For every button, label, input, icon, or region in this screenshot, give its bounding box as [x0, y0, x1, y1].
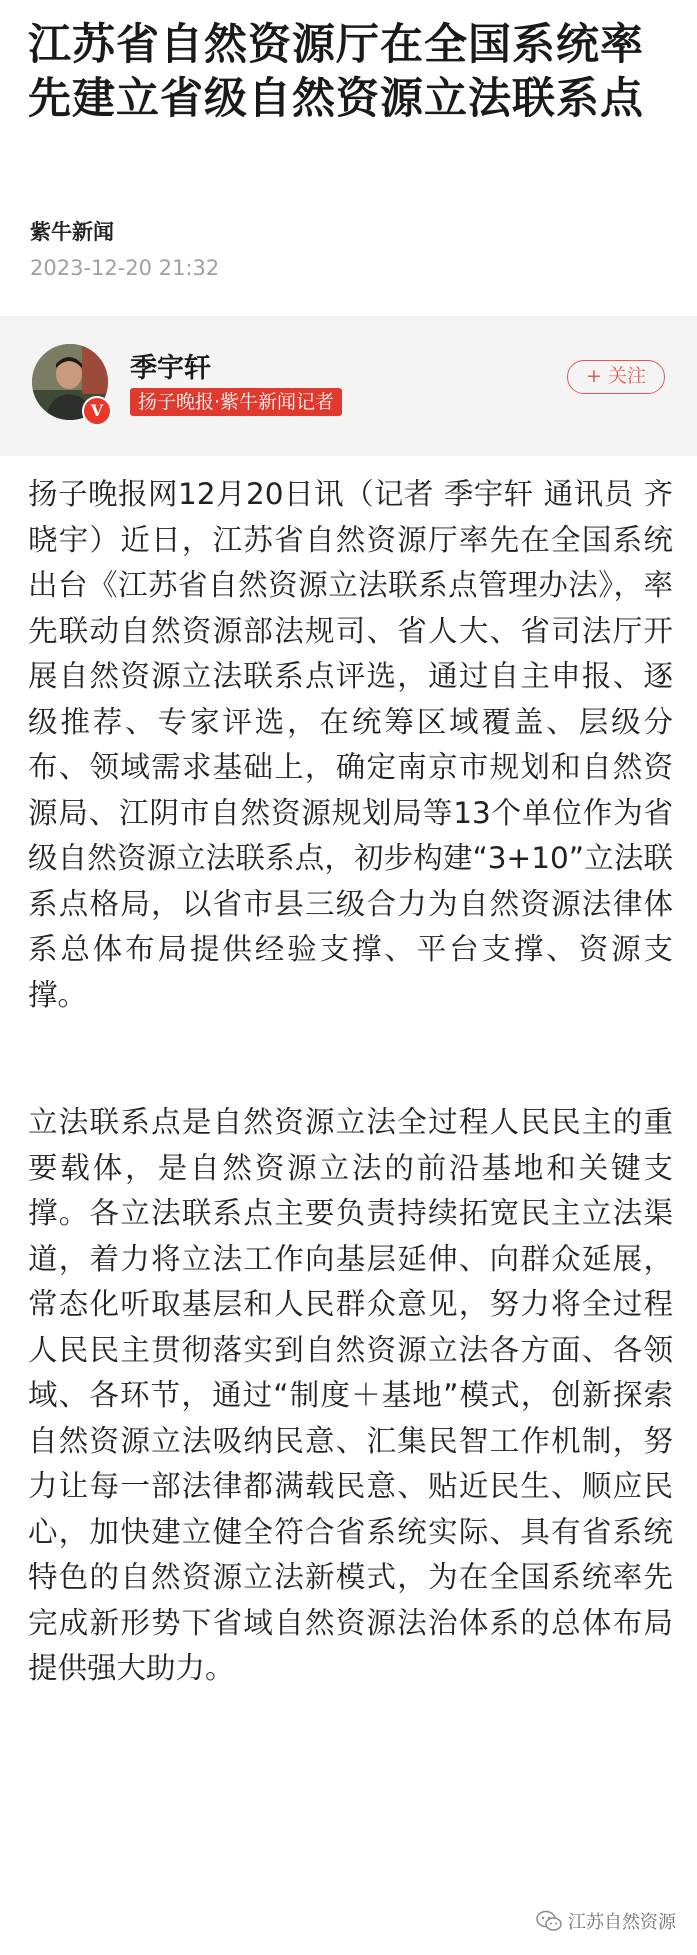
author-tag: 扬子晚报·紫牛新闻记者: [130, 388, 342, 416]
follow-button[interactable]: + 关注: [567, 360, 665, 394]
watermark-text: 江苏自然资源: [568, 1912, 676, 1933]
news-source[interactable]: 紫牛新闻: [30, 220, 114, 244]
publish-datetime: 2023-12-20 21:32: [30, 256, 220, 280]
wechat-icon: [536, 1910, 562, 1932]
article-body: [28, 472, 673, 1692]
author-card: [0, 316, 697, 456]
verified-badge-icon: V: [82, 396, 112, 426]
account-watermark: [536, 1908, 676, 1934]
article-title: 江苏省自然资源厅在全国系统率先建立省级自然资源立法联系点: [28, 20, 644, 124]
article-paragraph: 立法联系点是自然资源立法全过程人民民主的重要载体，是自然资源立法的前沿基地和关键支撑。各立法联系点主要负责持续拓宽民主立法渠道，着力将立法工作向基层延伸、向群众延展，常态化听取基层和人民群众意见，努力将全过程人民民主贯彻落实到自然资源立法各方面、各领域、各环节，通过“制度＋基地”模式，创新探索自然资源立法吸纳民意、汇集民智工作机制，努力让每一部法律都满载民意、贴近民生、顺应民心，加快建立健全符合省系统实际、具有省系统特色的自然资源立法新模式，为在全国系统率先完成新形势下省域自然资源法治体系的总体布局提供强大助力。: [28, 1105, 673, 1685]
author-name[interactable]: 季宇轩: [130, 353, 211, 384]
article-paragraph: 扬子晚报网12月20日讯（记者 季宇轩 通讯员 齐晓宇）近日，江苏省自然资源厅率先在全国系统出台《江苏省自然资源立法联系点管理办法》，率先联动自然资源部法规司、省人大、省司法厅开展自然资源立法联系点评选，通过自主申报、逐级推荐、专家评选，在统筹区域覆盖、层级分布、领域需求基础上，确定南京市规划和自然资源局、江阴市自然资源规划局等13个单位作为省级自然资源立法联系点，初步构建“3+10”立法联系点格局，以省市县三级合力为自然资源法律体系总体布局提供经验支撑、平台支撑、资源支撑。: [28, 477, 673, 1012]
